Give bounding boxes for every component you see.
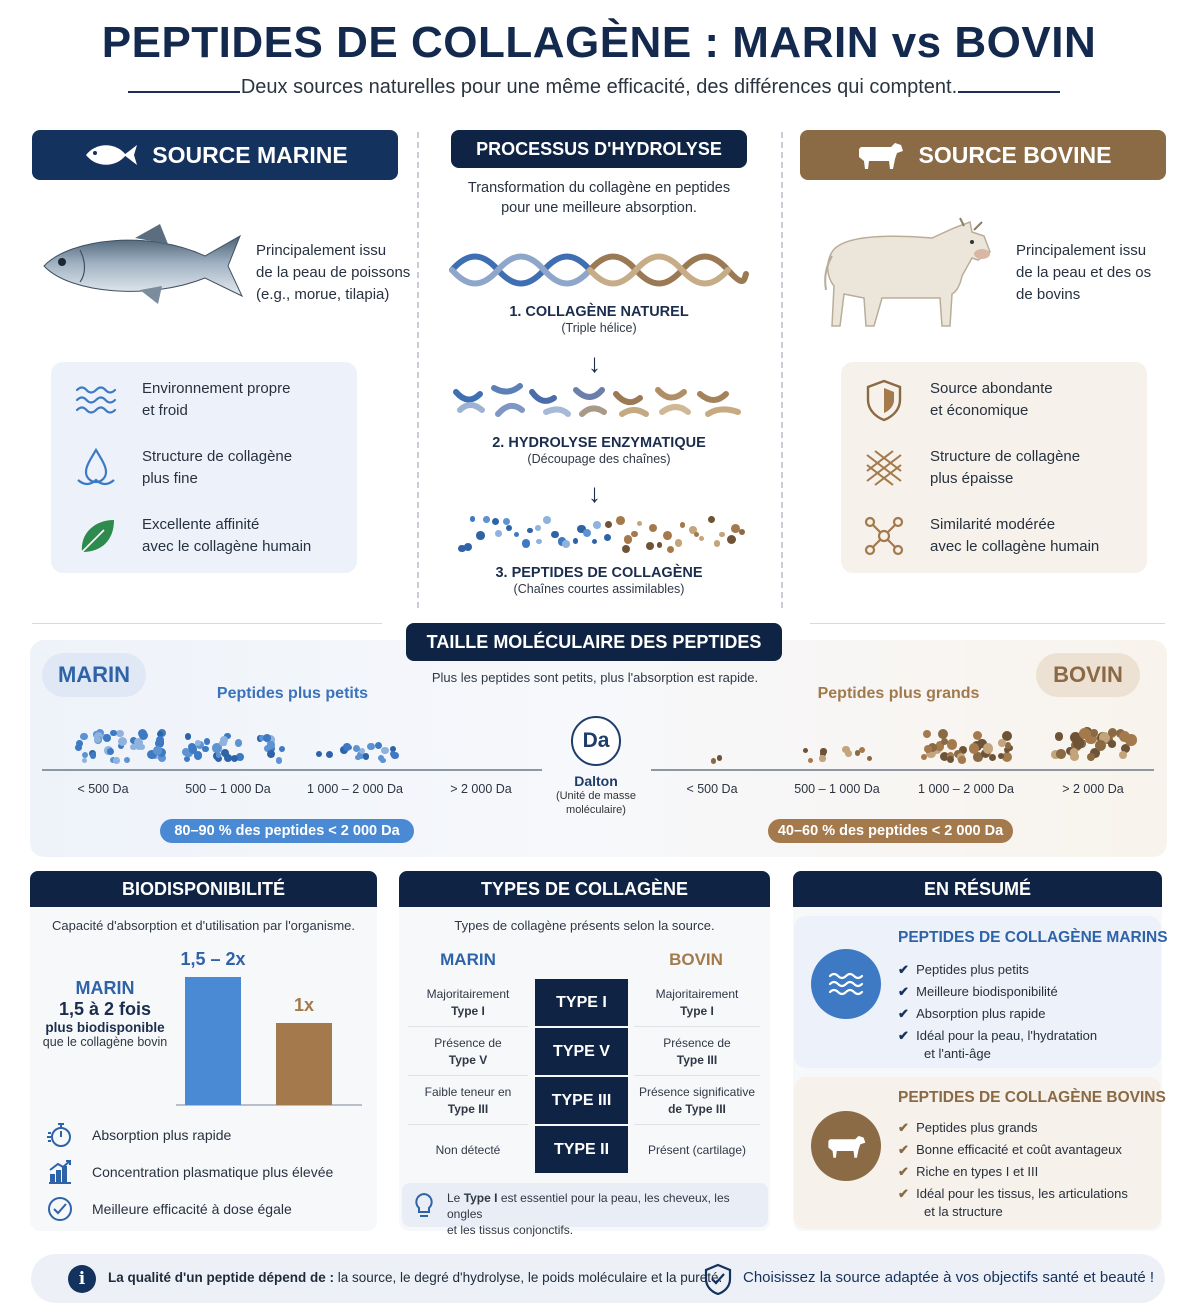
peptide-dot [316,751,322,757]
step-sub: (Triple hélice) [561,321,637,335]
summary-item: Peptides plus grands [916,1120,1038,1135]
tick-label: < 500 Da [686,782,738,796]
feature-line: Environnement propre [142,380,291,397]
feature-line: et froid [142,402,188,419]
peptide-dot [941,738,948,745]
peptide-fragment [649,524,657,532]
peptide-fragment [470,516,475,521]
summary-item: Bonne efficacité et coût avantageux [916,1142,1122,1157]
peptide-dot [153,746,162,755]
bovine-feature [860,376,1053,424]
tick-label: > 2 000 Da [1062,782,1124,796]
bio-benefit-text: Absorption plus rapide [92,1127,232,1143]
peptide-fragment [543,516,551,524]
summary-bovine-list: ✔ Peptides plus grands ✔ Bonne efficacité et coût avantageux ✔ Riche en types I et III ✔ Idéal pour les tissus, les articulations et la structure [898,1120,1128,1219]
bio-marin-line: que le collagène bovin [42,1035,168,1049]
cell-line: Présence de [434,1035,502,1050]
peptide-fragment [573,538,578,543]
peptide-dot [1073,737,1084,748]
peptide-dot [195,740,201,746]
dalton-symbol: Da [571,716,621,766]
bar-marin-label: 1,5 – 2x [180,949,246,970]
feature-line: plus fine [142,470,198,487]
feature-line: Source abondante [930,380,1053,397]
bio-title: BIODISPONIBILITÉ [121,878,285,899]
types-note-text [447,1190,762,1238]
peptide-dot [276,757,283,764]
types-table [408,979,760,1175]
marine-header [32,130,398,180]
table-cell-bovin [634,979,760,1027]
peptide-fragment [506,525,512,531]
process-description [420,178,778,218]
peptide-dot [353,745,360,752]
cell-line: Faible teneur en [424,1084,512,1099]
marin-axis [42,769,542,771]
peptide-dot [219,740,225,746]
peptide-dot [263,734,271,742]
marin-caption: Peptides plus petits [216,685,369,702]
marin-percentage-badge: 80–90 % des peptides < 2 000 Da [160,819,414,843]
tick-label: 500 – 1 000 Da [794,782,880,796]
marin-badge: MARIN [42,653,146,697]
peptide-fragment [483,516,490,523]
peptide-dot [923,730,931,738]
summary-marine-list: ✔ Peptides plus petits ✔ Meilleure biodisponibilité ✔ Absorption plus rapide ✔ Idéal pour la peau, l'hydratation et l'anti-âge [898,962,1098,1061]
peptide-dot [375,742,382,749]
types-col-bovin: BOVIN [669,950,723,969]
peptide-dot [156,736,165,745]
type-badge: TYPE III [535,1077,628,1124]
tick-label: > 2 000 Da [450,782,512,796]
bio-marin-label: MARIN [75,978,135,998]
summary-item: et la structure [924,1204,1003,1219]
type-badge: TYPE II [535,1126,628,1173]
info-icon: i [68,1265,96,1293]
step-2 [420,435,778,468]
tick-label: 1 000 – 2 000 Da [918,782,1014,796]
peptide-dot [189,745,197,753]
note-bold: Type I [463,1191,498,1205]
footer-info-rest: la source, le degré d'hydrolyse, le poids moléculaire et la pureté. [333,1270,723,1285]
marine-feature [72,512,311,560]
peptide-fragment [522,539,531,548]
bio-benefit [46,1195,292,1223]
peptide-fragment [562,540,570,548]
peptide-fragment [616,516,625,525]
bio-benefit-text: Meilleure efficacité à dose égale [92,1201,292,1217]
peptide-fragment [551,531,559,539]
peptide-dot [267,741,274,748]
bovine-title: SOURCE BOVINE [918,141,1112,168]
footer-info [108,1270,722,1285]
note-line2: et les tissus conjonctifs. [447,1223,574,1237]
check-circle-icon [46,1195,74,1223]
peptide-dot [924,745,932,753]
fish-illustration [40,218,245,308]
table-cell-marin [408,979,528,1027]
dalton-legend [536,773,656,817]
cell-line: Présent (cartilage) [647,1142,747,1157]
bovin-axis [651,769,1154,771]
summary-item: Absorption plus rapide [916,1006,1046,1021]
bar-marin [185,977,241,1105]
feature-line: et économique [930,402,1029,419]
type-badge: TYPE V [535,1028,628,1075]
cell-line: Présence de [663,1035,731,1050]
process-desc-line: Transformation du collagène en peptides [467,180,731,196]
table-cell-bovin [634,1077,760,1125]
leaf-icon [72,512,120,560]
summary-bovine-title: PEPTIDES DE COLLAGÈNE BOVINS [898,1089,1166,1106]
table-cell-marin [408,1028,528,1076]
tick-label: < 500 Da [77,782,129,796]
footer-info-bold: La qualité d'un peptide dépend de : [108,1270,334,1285]
peptide-dot [808,758,813,763]
tick-label: 1 000 – 2 000 Da [307,782,403,796]
bio-description: Capacité d'absorption et d'utilisation par l'organisme. [51,918,355,933]
peptide-dot [1119,751,1127,759]
process-header [451,130,747,168]
note-rest: est essentiel pour la peau, les cheveux, les ongles [447,1191,730,1221]
peptide-dot [717,755,722,760]
peptide-fragment [675,539,682,546]
triple-helix-illustration [448,250,750,290]
peptide-fragment [624,535,632,543]
peptide-dot [1056,749,1066,759]
cell-line: Type V [448,1052,488,1067]
bio-benefit-text: Concentration plasmatique plus élevée [92,1164,334,1180]
bio-header [30,871,377,907]
peptide-fragment [714,540,720,546]
summary-title: EN RÉSUMÉ [923,878,1031,899]
peptide-fragment [663,531,672,540]
molecule-icon [860,512,908,560]
marine-feature [72,376,290,424]
chart-rise-icon [46,1158,74,1186]
peptide-fragment [492,518,499,525]
cell-line: Type III [447,1101,489,1116]
peptide-dot [1090,729,1098,737]
peptides-illustration [452,510,748,554]
feature-line: Similarité modérée [930,516,1056,533]
page-subtitle: Deux sources naturelles pour une même efficacité, des différences qui comptent. [240,76,958,98]
cell-line: Présence significative [638,1084,756,1099]
feature-line: avec le collagène humain [930,538,1100,555]
bar-bovin-label: 1x [293,995,315,1015]
section-divider [810,623,1165,624]
peptide-dot [134,738,143,747]
summary-item: Meilleure biodisponibilité [916,984,1058,999]
marine-feature [72,444,292,492]
peptide-dot [969,743,980,754]
feature-line: Structure de collagène [142,448,293,465]
bio-benefit [46,1121,231,1149]
peptide-fragment [476,531,485,540]
bovine-feature [860,512,1099,560]
summary-item: Idéal pour la peau, l'hydratation [916,1028,1098,1043]
step-title: 1. COLLAGÈNE NATUREL [509,304,689,320]
peptide-dot [204,738,211,745]
molecular-title: TAILLE MOLÉCULAIRE DES PEPTIDES [426,631,762,652]
peptide-fragment [622,545,630,553]
peptide-dot [998,739,1006,747]
type-badge: TYPE I [535,979,628,1026]
marine-desc-line: de la peau de poissons [256,264,411,281]
peptide-dot [380,758,385,763]
bio-benefit [46,1158,333,1186]
feature-line: plus épaisse [930,470,1014,487]
peptide-fragment [464,543,472,551]
peptide-dot [819,755,825,761]
peptide-fragment [593,521,601,529]
molecular-subtitle: Plus les peptides sont petits, plus l'absorption est rapide. [431,670,759,685]
peptide-fragment [637,521,642,526]
column-divider [417,132,419,608]
peptide-dot [347,745,352,750]
peptide-fragment [514,532,519,537]
peptide-fragment [583,529,591,537]
bio-marin-factor: 1,5 à 2 fois [58,999,152,1019]
summary-header [793,871,1162,907]
arrow-down-icon: ↓ [588,478,601,508]
peptide-fragment [605,521,612,528]
step-sub: (Découpage des chaînes) [527,452,671,466]
peptide-fragment [699,536,704,541]
footer-cta: Choisissez la source adaptée à vos objectifs santé et beauté ! [743,1269,1155,1286]
peptide-fragment [604,534,611,541]
stopwatch-icon [46,1121,74,1149]
hydrolysis-illustration [450,380,750,422]
water-drop-icon [72,444,120,492]
peptide-dot [202,746,208,752]
table-cell-bovin [634,1126,760,1174]
types-col-marin: MARIN [440,950,496,969]
peptide-dot [185,733,191,739]
step-sub: (Chaînes courtes assimilables) [513,582,685,596]
column-divider [781,132,783,608]
peptide-fragment [527,528,532,533]
summary-item: Peptides plus petits [916,962,1029,977]
table-cell-marin [408,1077,528,1125]
summary-waves-icon [811,949,881,1019]
peptide-fragment [631,531,638,538]
summary-item: Riche en types I et III [916,1164,1039,1179]
step-title: 3. PEPTIDES DE COLLAGÈNE [495,565,703,581]
peptide-dot [103,734,111,742]
peptide-fragment [657,542,662,547]
fish-icon [82,142,138,168]
peptide-dot [113,757,120,764]
types-header [399,871,770,907]
bar-bovin [276,1023,332,1105]
peptide-fragment [739,529,745,535]
peptide-dot [224,754,232,762]
step-1 [420,304,778,337]
note-prefix: Le [447,1191,464,1205]
arrow-down-icon: ↓ [588,348,601,378]
types-description: Types de collagène présents selon la source. [454,918,715,933]
dalton-sub: (Unité de masse [555,790,637,802]
peptide-fragment [495,530,502,537]
shield-check-icon [704,1263,732,1295]
tick-label: 500 – 1 000 Da [185,782,271,796]
cow-illustration [822,216,998,332]
lightbulb-icon [412,1191,436,1219]
peptide-dot [1070,752,1079,761]
dalton-label: Dalton [574,773,618,789]
peptide-dot [363,753,369,759]
bovin-percentage-badge: 40–60 % des peptides < 2 000 Da [768,819,1013,843]
mesh-icon [860,444,908,492]
process-desc-line: pour une meilleure absorption. [501,200,697,216]
peptide-fragment [727,535,736,544]
table-cell-bovin [634,1028,760,1076]
molecular-header [406,623,782,661]
feature-line: Excellente affinité [142,516,260,533]
cell-line: Majoritairement [426,986,510,1001]
peptide-dot [110,730,116,736]
bovine-header [800,130,1166,180]
bovine-desc-line: de bovins [1016,286,1081,303]
peptide-fragment [708,516,715,523]
shield-icon [860,376,908,424]
bovin-caption: Peptides plus grands [817,685,980,702]
bovine-description [1016,240,1151,306]
peptide-fragment [719,532,725,538]
peptide-dot [76,740,83,747]
cell-line: Type III [676,1052,718,1067]
cell-line: de Type III [668,1101,726,1116]
peptide-dot [711,758,717,764]
peptide-fragment [592,539,597,544]
dalton-sub: moléculaire) [566,804,626,816]
summary-item: Idéal pour les tissus, les articulations [916,1186,1128,1201]
page-title: PEPTIDES DE COLLAGÈNE : MARIN vs BOVIN [101,18,1097,67]
summary-marine-title: PEPTIDES DE COLLAGÈNE MARINS [898,929,1168,946]
marine-desc-line: (e.g., morue, tilapia) [256,286,390,303]
summary-item: et l'anti-âge [924,1046,991,1061]
cell-line: Non détecté [435,1142,501,1157]
peptide-dot [381,747,389,755]
feature-line: Structure de collagène [930,448,1081,465]
peptide-fragment [536,539,542,545]
peptide-fragment [680,522,686,528]
waves-icon [72,376,120,424]
peptide-dot [983,743,994,754]
cell-line: Majoritairement [655,986,739,1001]
peptide-dot [1119,731,1130,742]
marine-description [256,240,410,306]
peptide-dot [958,756,965,763]
title-divider-right [958,91,1060,93]
table-cell-marin [408,1126,528,1174]
peptide-dot [235,739,242,746]
bio-marin-line: plus biodisponible [45,1020,165,1035]
peptide-dot [859,747,865,753]
cell-line: Type I [680,1003,714,1018]
step-3 [420,565,778,598]
bovin-badge: BOVIN [1036,653,1140,697]
step-title: 2. HYDROLYSE ENZYMATIQUE [492,435,706,451]
peptide-fragment [667,546,675,554]
bovine-desc-line: Principalement issu [1016,242,1147,259]
bio-marin-summary [40,978,170,1049]
feature-line: avec le collagène humain [142,538,312,555]
summary-cow-icon [811,1111,881,1181]
peptide-dot [1108,740,1115,747]
cow-icon [855,139,905,171]
section-divider [32,623,382,624]
bovine-feature [860,444,1080,492]
process-title: PROCESSUS D'HYDROLYSE [476,138,722,159]
bovine-desc-line: de la peau et des os [1016,264,1152,281]
peptide-fragment [535,525,541,531]
marine-desc-line: Principalement issu [256,242,387,259]
cell-line: Type I [451,1003,485,1018]
marine-title: SOURCE MARINE [152,141,348,168]
peptide-fragment [646,542,654,550]
types-title: TYPES DE COLLAGÈNE [480,878,689,899]
peptide-dot [1087,753,1095,761]
